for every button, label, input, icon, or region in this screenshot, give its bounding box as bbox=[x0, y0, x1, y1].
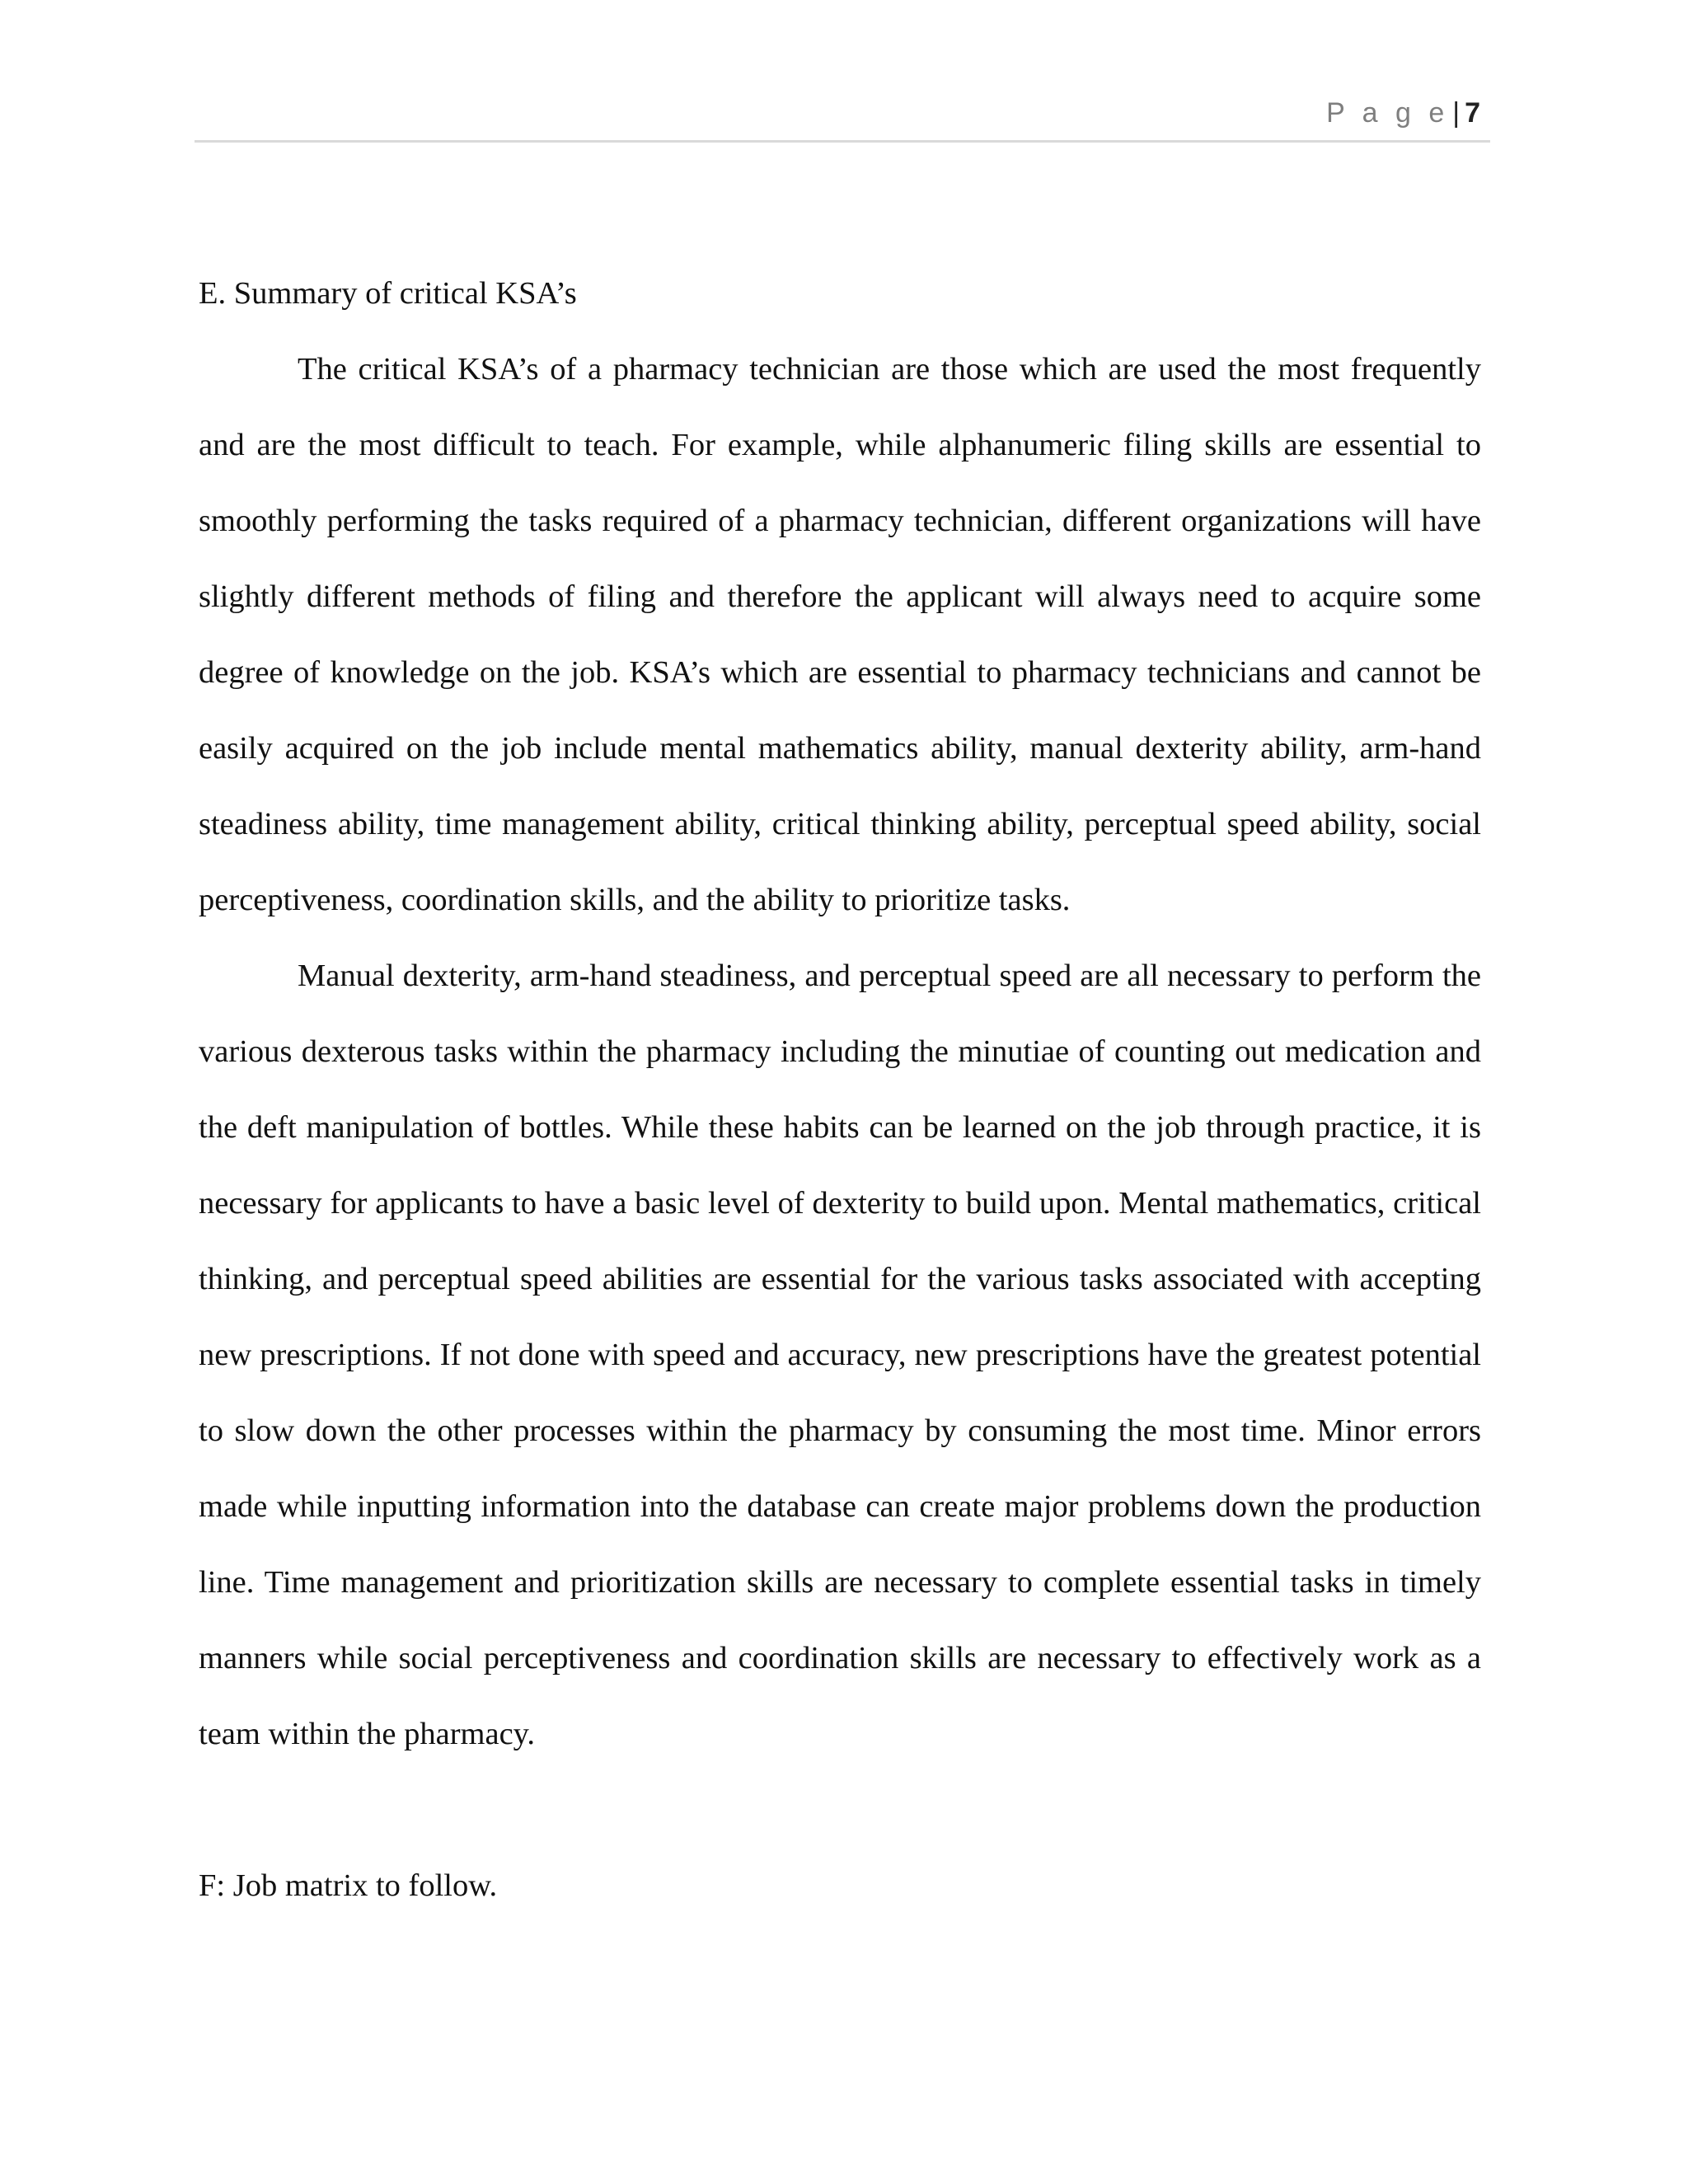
summary-heading: E. Summary of critical KSA’s bbox=[199, 276, 577, 311]
page-header bbox=[195, 92, 1490, 143]
section-spacer bbox=[199, 1772, 1481, 1848]
page-number-value: 7 bbox=[1465, 97, 1480, 129]
summary-paragraph-2: Manual dexterity, arm-hand steadiness, and perceptual speed are all necessary to perform the various dexterous tasks within the pharmacy including the minutiae of counting out medication and the deft manipulation of bottles. While these habits can be learned on the job through practice, it is necessary for applicants to have a basic level of dexterity to build upon. Mental mathematics, critical thinking, and perceptual speed abilities are essential for the various tasks associated with accepting new prescriptions. If not done with speed and accuracy, new prescriptions have the greatest potential to slow down the other processes within the pharmacy by consuming the most time. Minor errors made while inputting information into the database can create major problems down the production line. Time management and prioritization skills are necessary to complete essential tasks in timely manners while social perceptiveness and coordination skills are necessary to effectively work as a team within the pharmacy. bbox=[199, 958, 1481, 1751]
job-matrix-heading: F: Job matrix to follow. bbox=[199, 1868, 498, 1903]
page-separator: | bbox=[1452, 97, 1461, 129]
page-number-label bbox=[1326, 97, 1480, 129]
document-body bbox=[199, 255, 1481, 1924]
page-label-text: P a g e bbox=[1326, 97, 1450, 129]
summary-paragraph-1: The critical KSA’s of a pharmacy technician are those which are used the most frequently and are the most difficult to teach. For example, while alphanumeric filing skills are essential to smoothly performing the tasks required of a pharmacy technician, different organizations will have slightly different methods of filing and therefore the applicant will always need to acquire some degree of knowledge on the job. KSA’s which are essential to pharmacy technicians and cannot be easily acquired on the job include mental mathematics ability, manual dexterity ability, arm-hand steadiness ability, time management ability, critical thinking ability, perceptual speed ability, social perceptiveness, coordination skills, and the ability to prioritize tasks. bbox=[199, 352, 1481, 917]
